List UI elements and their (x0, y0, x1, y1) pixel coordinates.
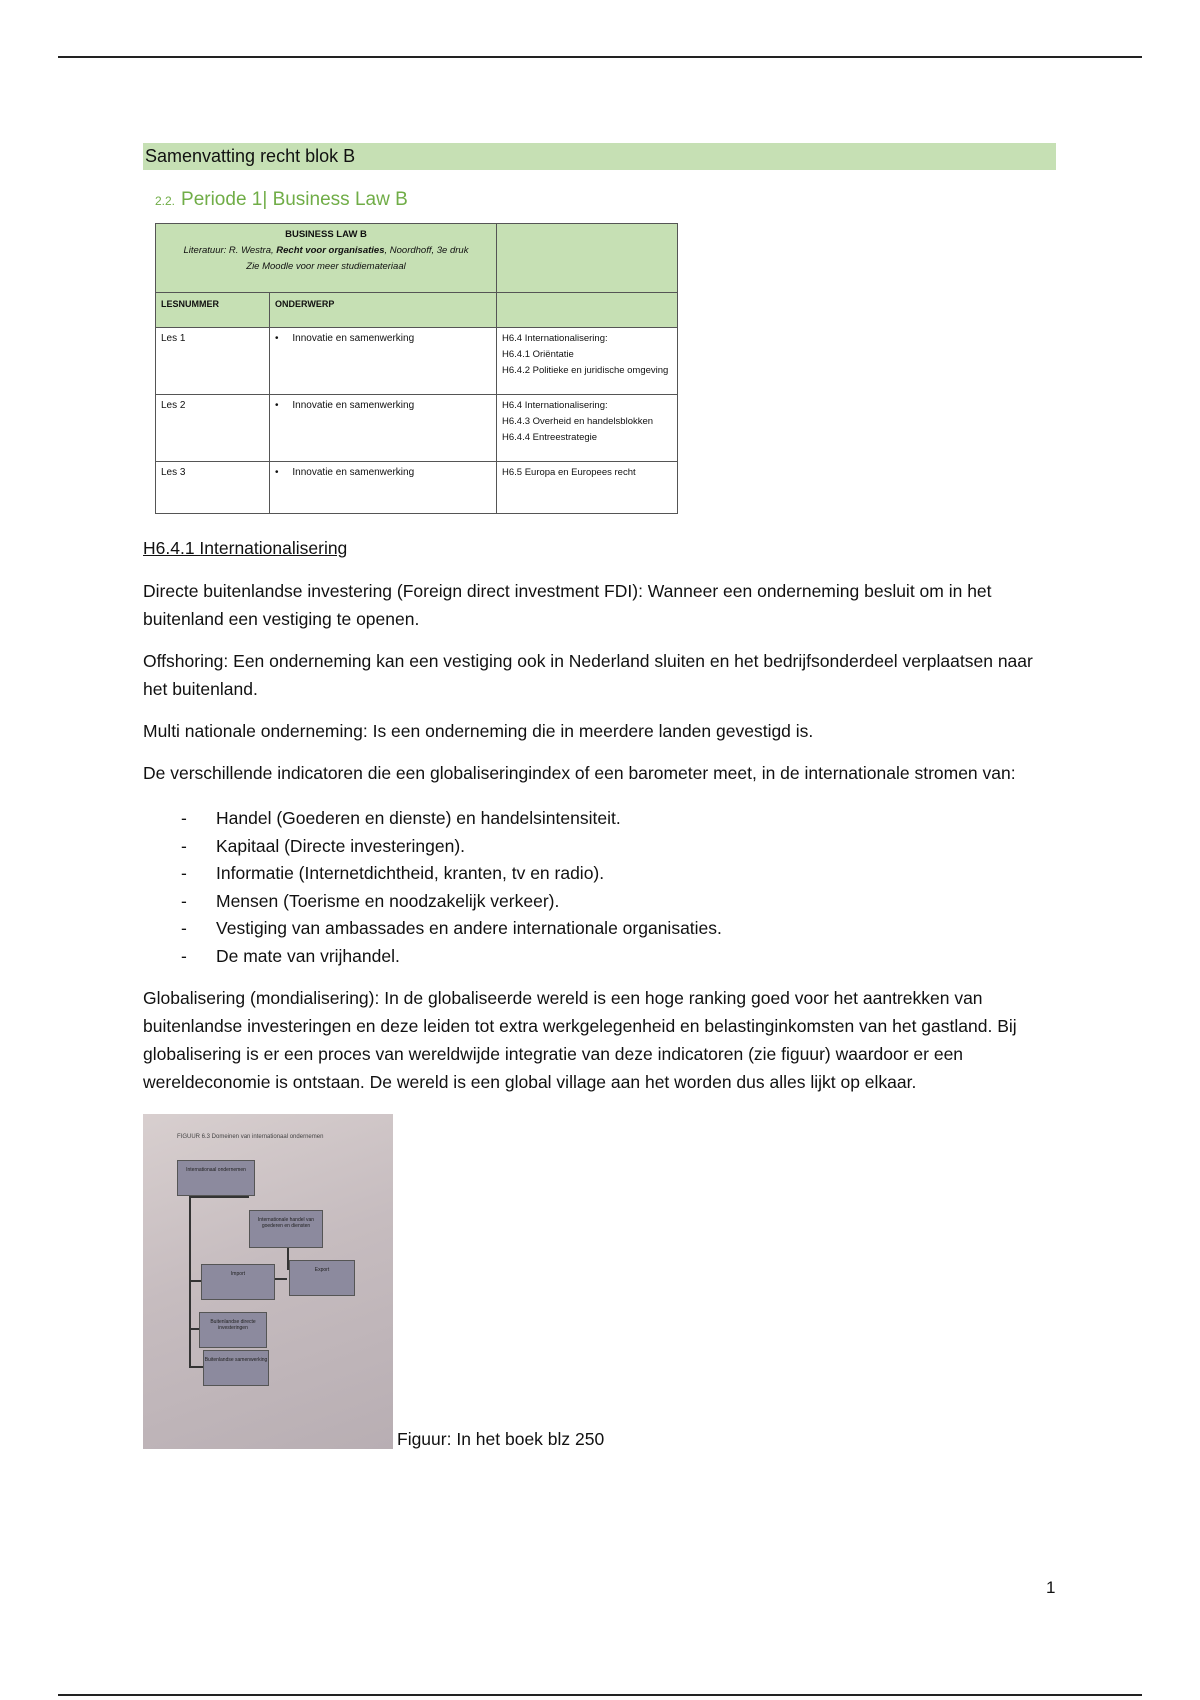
list-item: - Vestiging van ambassades en andere internationale organisaties. (181, 918, 722, 938)
table-row (156, 328, 678, 395)
table-row (156, 462, 678, 514)
course-table-header-empty (497, 224, 678, 293)
table-row (156, 395, 678, 462)
literature-cell: H6.4 Internationalisering: H6.4.3 Overheid en handelsblokken H6.4.4 Entreestrategie (497, 395, 678, 462)
section-heading (155, 189, 1056, 211)
paragraph-globalisation: Globalisering (mondialisering): In de globaliseerde wereld is een hoge ranking goed voor het aantrekken van buitenlandse investeringen en deze leiden tot extra werkgelegenheid en belastinginkomsten van het gastland. Bij globalisering is er een proces van wereldwijde integratie van deze indicatoren (zie figuur) waardoor er een wereldeconomie is ontstaan. De wereld is een global village aan het worden dus alles lijkt op elkaar. (143, 988, 1017, 1092)
photo-box: Buitenlandse directe investeringen (199, 1312, 267, 1348)
lesson-cell: Les 1 (156, 328, 270, 395)
topic-cell: • Innovatie en samenwerking (270, 462, 497, 514)
course-title: BUSINESS LAW B (285, 229, 367, 240)
list-item: - Informatie (Internetdichtheid, kranten, tv en radio). (181, 863, 605, 883)
list-item: - Handel (Goederen en dienste) en handelsintensiteit. (181, 808, 621, 828)
moodle-note: Zie Moodle voor meer studiemateriaal (246, 261, 406, 272)
photo-line (189, 1280, 201, 1282)
paragraph-multinational: Multi nationale onderneming: Is een onderneming die in meerdere landen gevestigd is. (143, 721, 814, 741)
col-empty-header (497, 293, 678, 328)
list-item: - Kapitaal (Directe investeringen). (181, 835, 466, 856)
photo-line (189, 1196, 249, 1198)
photo-line (189, 1328, 199, 1330)
course-table-header (156, 224, 497, 293)
subheading: H6.4.1 Internationalisering (143, 538, 348, 558)
literature-cell: H6.4 Internationalisering: H6.4.1 Oriëntatie H6.4.2 Politieke en juridische omgeving (497, 328, 678, 395)
photo-line (275, 1278, 287, 1280)
col-lesson-header: LESNUMMER (156, 293, 270, 328)
photo-box: Internationaal ondernemen (177, 1160, 255, 1196)
photo-line (189, 1366, 203, 1368)
col-topic-header: ONDERWERP (270, 293, 497, 328)
indicator-list (143, 805, 1056, 970)
literature-cell: H6.5 Europa en Europees recht (497, 462, 678, 514)
photo-box: Internationale handel van goederen en diensten (249, 1210, 323, 1248)
photo-box: Import (201, 1264, 275, 1300)
list-item: - De mate van vrijhandel. (181, 945, 400, 966)
lesson-cell: Les 3 (156, 462, 270, 514)
figure-caption: Figuur: In het boek blz 250 (397, 1429, 605, 1449)
paragraph-offshoring: Offshoring: Een onderneming kan een vestiging ook in Nederland sluiten en het bedrijfsonderdeel verplaatsen naar het buitenland. (143, 651, 1033, 699)
figure-row (143, 1114, 1056, 1449)
textbook-figure-photo (143, 1114, 393, 1449)
section-number: 2.2. (155, 194, 176, 208)
page-number: 1 (1046, 1578, 1056, 1597)
list-item: - Mensen (Toerisme en noodzakelijk verkeer). (181, 890, 560, 911)
topic-cell: • Innovatie en samenwerking (270, 395, 497, 462)
topic-cell: • Innovatie en samenwerking (270, 328, 497, 395)
section-title: Periode 1| Business Law B (181, 189, 408, 210)
paragraph-indicators: De verschillende indicatoren die een globaliseringindex of een barometer meet, in de internationale stromen van: (143, 763, 1016, 783)
paragraph-fdi: Directe buitenlandse investering (Foreign direct investment FDI): Wanneer een onderneming besluit om in het buitenland een vestiging te openen. (143, 581, 992, 629)
photo-box: Export (289, 1260, 355, 1296)
photo-caption: FIGUUR 6.3 Domeinen van internationaal ondernemen (177, 1134, 324, 1140)
document-title: Samenvatting recht blok B (143, 143, 1056, 170)
header-rule (58, 56, 1142, 58)
footer-rule (58, 1694, 1142, 1696)
document-page (143, 143, 1056, 1449)
photo-box: Buitenlandse samenwerking (203, 1350, 269, 1386)
literature-line: Literatuur: R. Westra, Recht voor organisaties, Noordhoff, 3e druk (183, 245, 469, 256)
lesson-cell: Les 2 (156, 395, 270, 462)
course-table (155, 223, 678, 514)
